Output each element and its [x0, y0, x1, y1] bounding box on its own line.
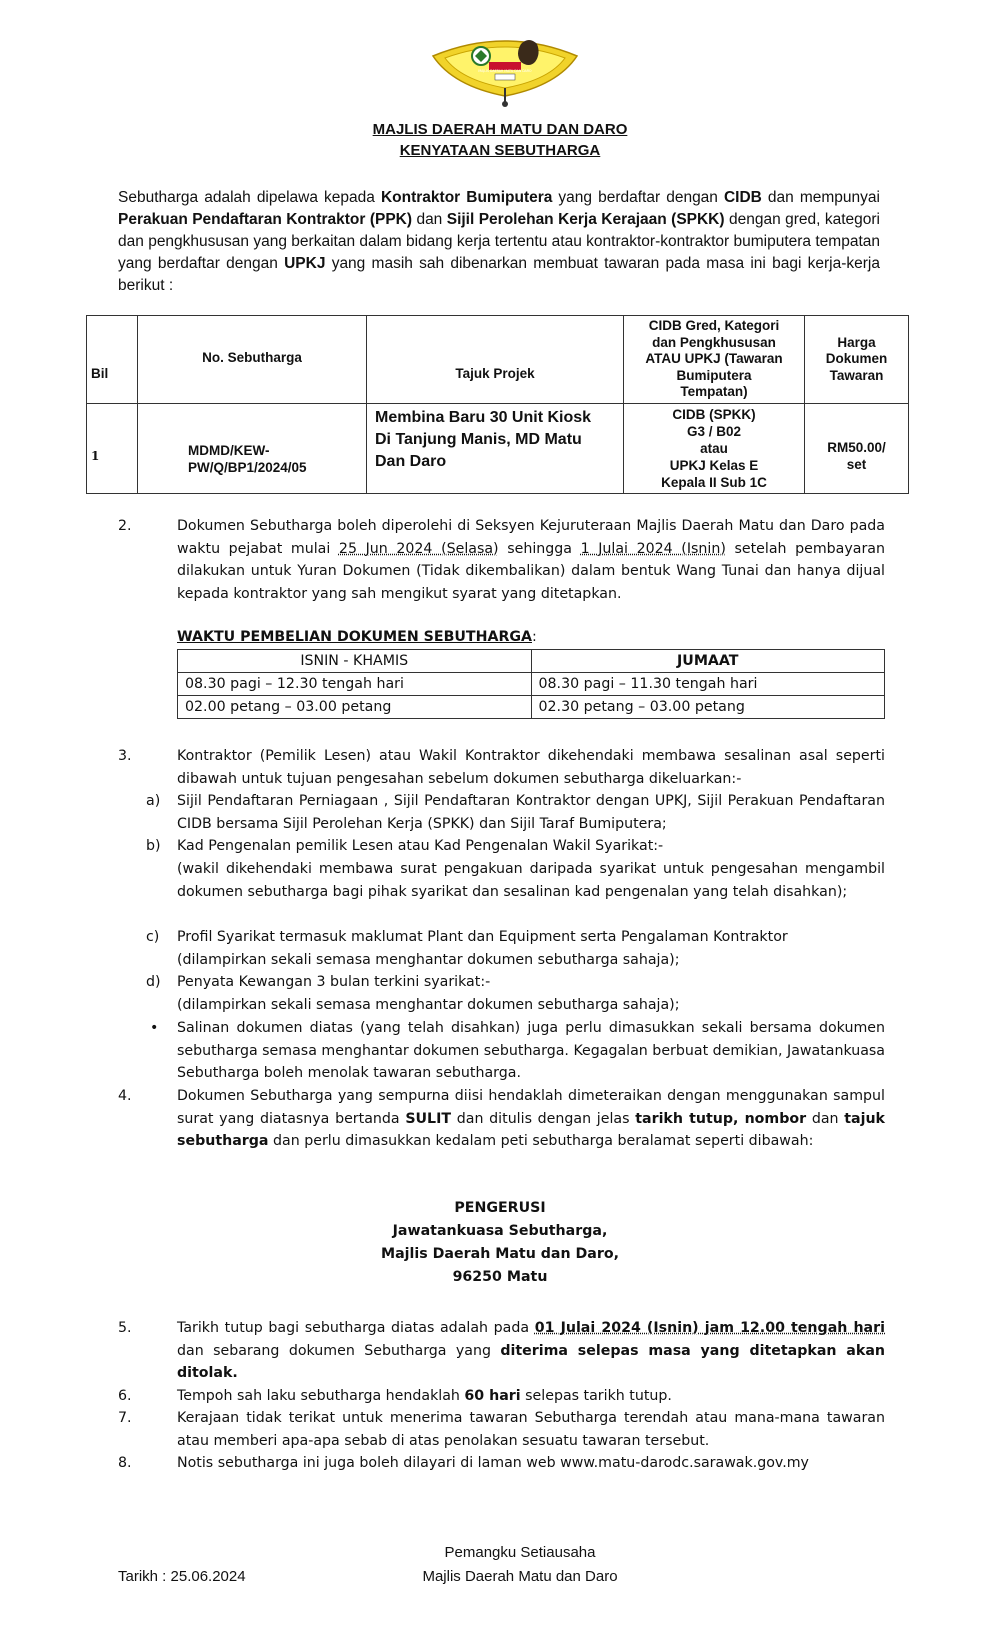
- address-line-3: Majlis Daerah Matu dan Daro,: [380, 1246, 619, 1262]
- item-b-text2: (wakil dikehendaki membawa surat pengakuan daripada syarikat untuk pengesahan mengambil dokumen sebutharga bagi pihak syarikat dan sesalinan kad pengenalan yang telah disahkan);: [177, 861, 885, 900]
- section-3-intro: Kontraktor (Pemilik Lesen) atau Wakil Kontraktor dikehendaki membawa sesalinan asal seperti dibawah untuk tujuan pengesahan sebelum dokumen sebutharga dikeluarkan:-: [177, 748, 885, 787]
- header-tajuk: Tajuk Projek: [367, 316, 624, 404]
- item-d-label: d): [146, 974, 161, 990]
- item-a-text: Sijil Pendaftaran Perniagaan , Sijil Pendaftaran Kontraktor dengan UPKJ, Sijil Perakuan Pendaftaran CIDB bersama Sijil Perolehan Kerja (SPKK) dan Sijil Taraf Bumiputera;: [177, 793, 885, 832]
- section-7-number: 7.: [118, 1410, 132, 1426]
- time-r2c1: 02.00 petang – 03.00 petang: [178, 696, 532, 719]
- row-bil: 1: [87, 403, 138, 493]
- table-header-row: [87, 316, 909, 404]
- table-row: [87, 403, 909, 493]
- address-line-1: PENGERUSI: [454, 1200, 546, 1216]
- address-line-4: 96250 Matu: [452, 1269, 548, 1285]
- section-3-number: 3.: [118, 748, 132, 764]
- section-2-text: Dokumen Sebutharga boleh diperolehi di Seksyen Kejuruteraan Majlis Daerah Matu dan Daro pada waktu pejabat mulai 25 Jun 2024 (Selasa) sehingga 1 Julai 2024 (Isnin) setelah pembayaran dilakukan untuk Yuran Dokumen (Tidak dikembalikan) dalam bentuk Wang Tunai dan hanya dijual kepada kontraktor yang sah mengikut syarat yang ditetapkan.: [177, 518, 885, 602]
- quotation-table: [86, 315, 909, 494]
- time-r2c2: 02.30 petang – 03.00 petang: [531, 696, 885, 719]
- purchase-time-title: WAKTU PEMBELIAN DOKUMEN SEBUTHARGA:: [177, 629, 537, 645]
- section-4-text: Dokumen Sebutharga yang sempurna diisi hendaklah dimeteraikan dengan menggunakan sampul surat yang diatasnya bertanda SULIT dan ditulis dengan jelas tarikh tutup, nombor dan tajuk sebutharga dan perlu dimasukkan kedalam peti sebutharga beralamat seperti dibawah:: [177, 1088, 885, 1150]
- header-harga: Harga Dokumen Tawaran: [805, 316, 909, 404]
- section-8-text: Notis sebutharga ini juga boleh dilayari di laman web www.matu-darodc.sarawak.gov.my: [177, 1455, 809, 1471]
- item-c-text1: Profil Syarikat termasuk maklumat Plant dan Equipment serta Pengalaman Kontraktor: [177, 929, 788, 945]
- time-table-header: [178, 650, 885, 673]
- row-harga: RM50.00/ set: [805, 403, 909, 493]
- bullet-text: Salinan dokumen diatas (yang telah disahkan) juga perlu dimasukkan sekali bersama dokumen sebutharga semasa menghantar dokumen sebutharga. Kegagalan berbuat demikian, Jawatankuasa Sebutharga boleh menolak tawaran sebutharga.: [177, 1020, 885, 1082]
- section-8-number: 8.: [118, 1455, 132, 1471]
- header-bil: Bil: [87, 316, 138, 404]
- header-cidb: CIDB Gred, Kategori dan Pengkhususan ATAU UPKJ (Tawaran Bumiputera Tempatan): [624, 316, 805, 404]
- signatory-title: Pemangku Setiausaha: [444, 1544, 596, 1561]
- section-7-text: Kerajaan tidak terikat untuk menerima tawaran Sebutharga terendah atau mana-mana tawaran atau memberi apa-apa sebab di atas penolakan sesuatu tawaran tersebut.: [177, 1410, 885, 1449]
- item-d-text1: Penyata Kewangan 3 bulan terkini syarikat:-: [177, 974, 491, 990]
- section-5-number: 5.: [118, 1320, 132, 1336]
- section-6-text: Tempoh sah laku sebutharga hendaklah 60 hari selepas tarikh tutup.: [177, 1388, 672, 1404]
- row-no: MDMD/KEW- PW/Q/BP1/2024/05: [138, 403, 367, 493]
- footer-date: Tarikh : 25.06.2024: [118, 1568, 246, 1585]
- item-c-label: c): [146, 929, 160, 945]
- time-col-weekday: ISNIN - KHAMIS: [178, 650, 532, 673]
- section-6-number: 6.: [118, 1388, 132, 1404]
- purchase-time-table: [177, 649, 885, 719]
- table-row: [178, 673, 885, 696]
- item-c-text2: (dilampirkan sekali semasa menghantar dokumen sebutharga sahaja);: [177, 952, 680, 968]
- item-b-text1: Kad Pengenalan pemilik Lesen atau Kad Pengenalan Wakil Syarikat:-: [177, 838, 664, 854]
- bullet-icon: •: [150, 1020, 159, 1036]
- org-title: MAJLIS DAERAH MATU DAN DARO: [372, 121, 628, 138]
- item-a-label: a): [146, 793, 161, 809]
- time-col-friday: JUMAAT: [531, 650, 885, 673]
- section-2-number: 2.: [118, 518, 132, 534]
- table-row: [178, 696, 885, 719]
- header-no: No. Sebutharga: [138, 316, 367, 404]
- council-crest-logo: [425, 22, 585, 108]
- intro-paragraph: Sebutharga adalah dipelawa kepada Kontraktor Bumiputera yang berdaftar dengan CIDB dan mempunyai Perakuan Pendaftaran Kontraktor (PPK) dan Sijil Perolehan Kerja Kerajaan (SPKK) dengan gred, kategori dan pengkhususan yang berkaitan dalam bidang kerja tertentu atau kontraktor-kontraktor bumiputera tempatan yang berdaftar dengan UPKJ yang masih sah dibenarkan membuat tawaran pada masa ini bagi kerja-kerja berikut :: [118, 189, 880, 294]
- doc-title: KENYATAAN SEBUTHARGA: [399, 142, 601, 159]
- row-tajuk: Membina Baru 30 Unit Kiosk Di Tanjung Manis, MD Matu Dan Daro: [367, 403, 624, 493]
- row-cidb: CIDB (SPKK) G3 / B02 atau UPKJ Kelas E Kepala II Sub 1C: [624, 403, 805, 493]
- logo-caption: MAJLIS DAERAH MATU DAN DARO: [478, 69, 532, 73]
- item-b-label: b): [146, 838, 161, 854]
- time-r1c1: 08.30 pagi – 12.30 tengah hari: [178, 673, 532, 696]
- signatory-org: Majlis Daerah Matu dan Daro: [422, 1568, 618, 1585]
- address-line-2: Jawatankuasa Sebutharga,: [392, 1223, 608, 1239]
- time-r1c2: 08.30 pagi – 11.30 tengah hari: [531, 673, 885, 696]
- section-5-text: Tarikh tutup bagi sebutharga diatas adalah pada 01 Julai 2024 (Isnin) jam 12.00 tengah hari dan sebarang dokumen Sebutharga yang diterima selepas masa yang ditetapkan akan ditolak.: [177, 1320, 885, 1382]
- item-d-text2: (dilampirkan sekali semasa menghantar dokumen sebutharga sahaja);: [177, 997, 680, 1013]
- section-4-number: 4.: [118, 1088, 132, 1104]
